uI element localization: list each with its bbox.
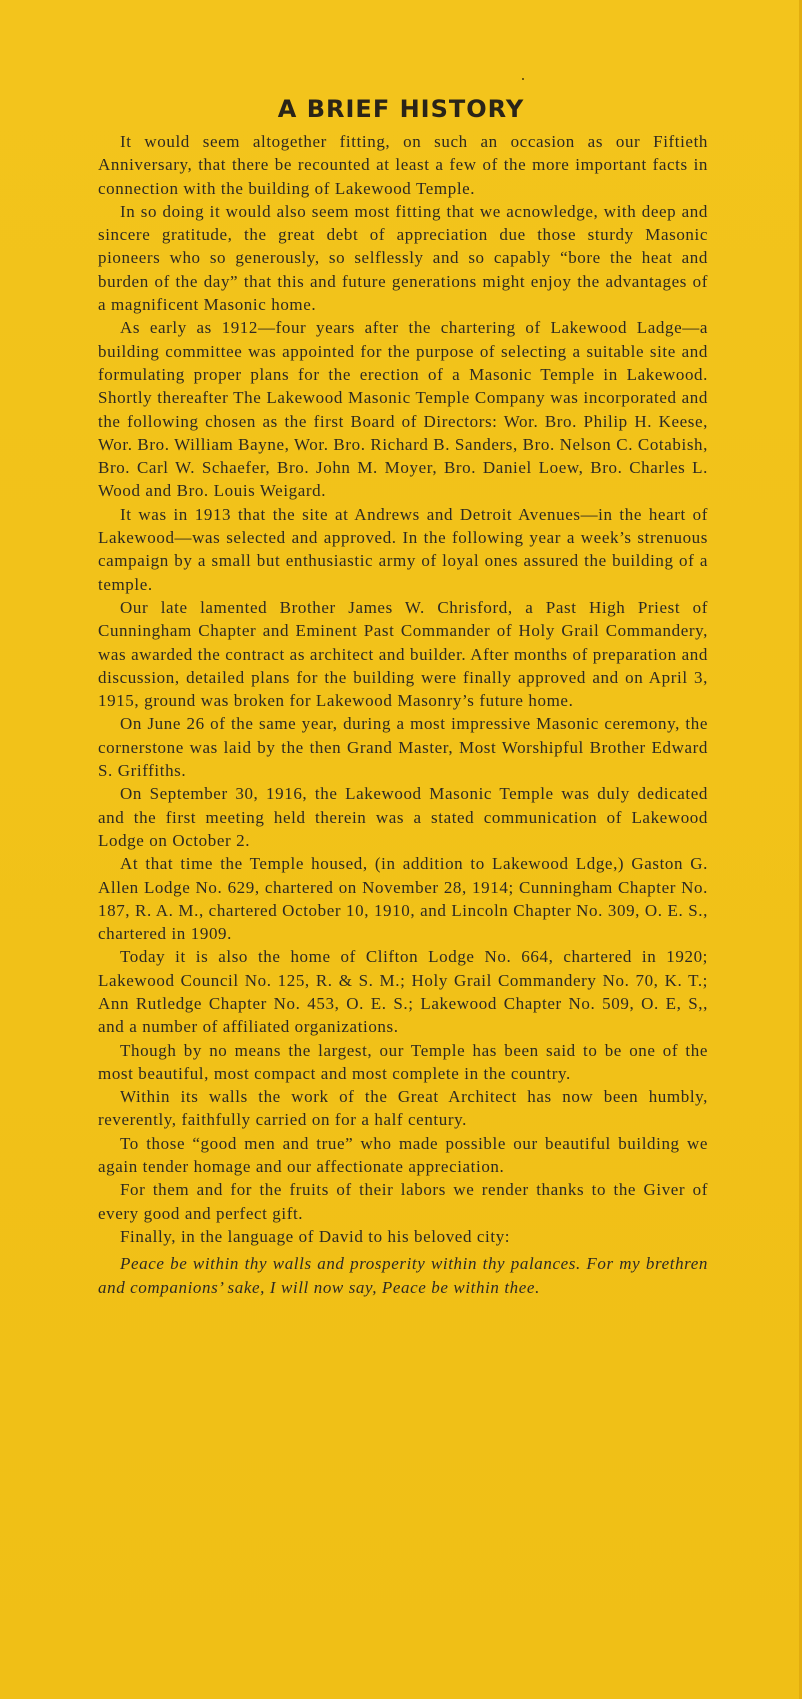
paragraph-today: Today it is also the home of Clifton Lodge No. 664, chartered in 1920; Lakewood Council No. 125, R. & S. M.; Holy Grail Commandery No. 70, K. T.; Ann Rutledge Chapter No. 453, O. E. S.; Lakewood Chapter No. 509, O. E, S,, and a number of affiliated organizations. — [98, 947, 708, 1037]
page-title: A BRIEF HISTORY — [277, 95, 525, 123]
paragraph-bodies-housed: At that time the Temple housed, (in addition to Lakewood Ldge,) Gaston G. Allen Lodge No. 629, chartered on November 28, 1914; Cunningham Chapter No. 187, R. A. M., chartered October 10, 1910, and Lincoln Chapter No. 309, O. E. S., chartered in 1909. — [98, 854, 708, 944]
paragraph-dedication: On September 30, 1916, the Lakewood Masonic Temple was duly dedicated and the first meeting held therein was a stated communication of Lakewood Lodge on October 2. — [98, 784, 708, 850]
paragraph-gratitude: In so doing it would also seem most fitting that we acnowledge, with deep and sincere gratitude, the great debt of appreciation due those sturdy Masonic pioneers who so generously, so selflessly and so capably “bore the heat and burden of the day” that this and future generations might enjoy the advantages of a magnificent Masonic home. — [98, 201, 708, 315]
paragraph-cornerstone: On June 26 of the same year, during a most impressive Masonic ceremony, the cornerstone was laid by the then Grand Master, Most Worshipful Brother Edward S. Griffiths. — [98, 714, 708, 781]
print-speck — [522, 78, 524, 80]
paragraph-architect: Our late lamented Brother James W. Chrisford, a Past High Priest of Cunningham Chapter and Eminent Past Commander of Holy Grail Commandery, was awarded the contract as architect and builder. After months of preparation and discussion, detailed plans for the building were finally approved and on April 3, 1915, ground was broken for Lakewood Masonry’s future home. — [98, 597, 708, 711]
closing-quote: Peace be within thy walls and prosperity within thy palances. For my brethren and companions’ sake, I will now say, Peace be within thee. — [98, 1254, 708, 1297]
paragraph-beautiful: Though by no means the largest, our Temple has been said to be one of the most beautiful, most compact and most complete in the country. — [98, 1040, 708, 1083]
paragraph-homage: To those “good men and true” who made possible our beautiful building we again tender homage and our affectionate appreciation. — [98, 1133, 708, 1177]
paragraph-finally: Finally, in the language of David to his beloved city: — [120, 1226, 511, 1246]
history-text — [98, 130, 708, 1299]
paragraph-great-architect: Within its walls the work of the Great Architect has now been humbly, reverently, faithfully carried on for a half century. — [98, 1087, 708, 1130]
paragraph-site: It was in 1913 that the site at Andrews and Detroit Avenues—in the heart of Lakewood—was selected and approved. In the following year a week’s strenuous campaign by a small but enthusiastic army of loyal ones assured the building of a temple. — [98, 504, 708, 594]
paragraph-anniversary: It would seem altogether fitting, on such an occasion as our Fiftieth Anniversary, that there be recounted at least a few of the more important facts in connection with the building of Lakewood Temple. — [98, 132, 708, 198]
paragraph-thanks: For them and for the fruits of their labors we render thanks to the Giver of every good and perfect gift. — [98, 1180, 708, 1223]
paragraph-committee: As early as 1912—four years after the chartering of Lakewood Ladge—a building committee was appointed for the purpose of selecting a suitable site and formulating proper plans for the erection of a Masonic Temple in Lakewood. Shortly thereafter The Lakewood Masonic Temple Company was incorporated and the following chosen as the first Board of Directors: Wor. Bro. Philip H. Keese, Wor. Bro. William Bayne, Wor. Bro. Richard B. Sanders, Bro. Nelson C. Cotabish, Bro. Carl W. Schaefer, Bro. John M. Moyer, Bro. Daniel Loew, Bro. Charles L. Wood and Bro. Louis Weigard. — [98, 318, 708, 501]
